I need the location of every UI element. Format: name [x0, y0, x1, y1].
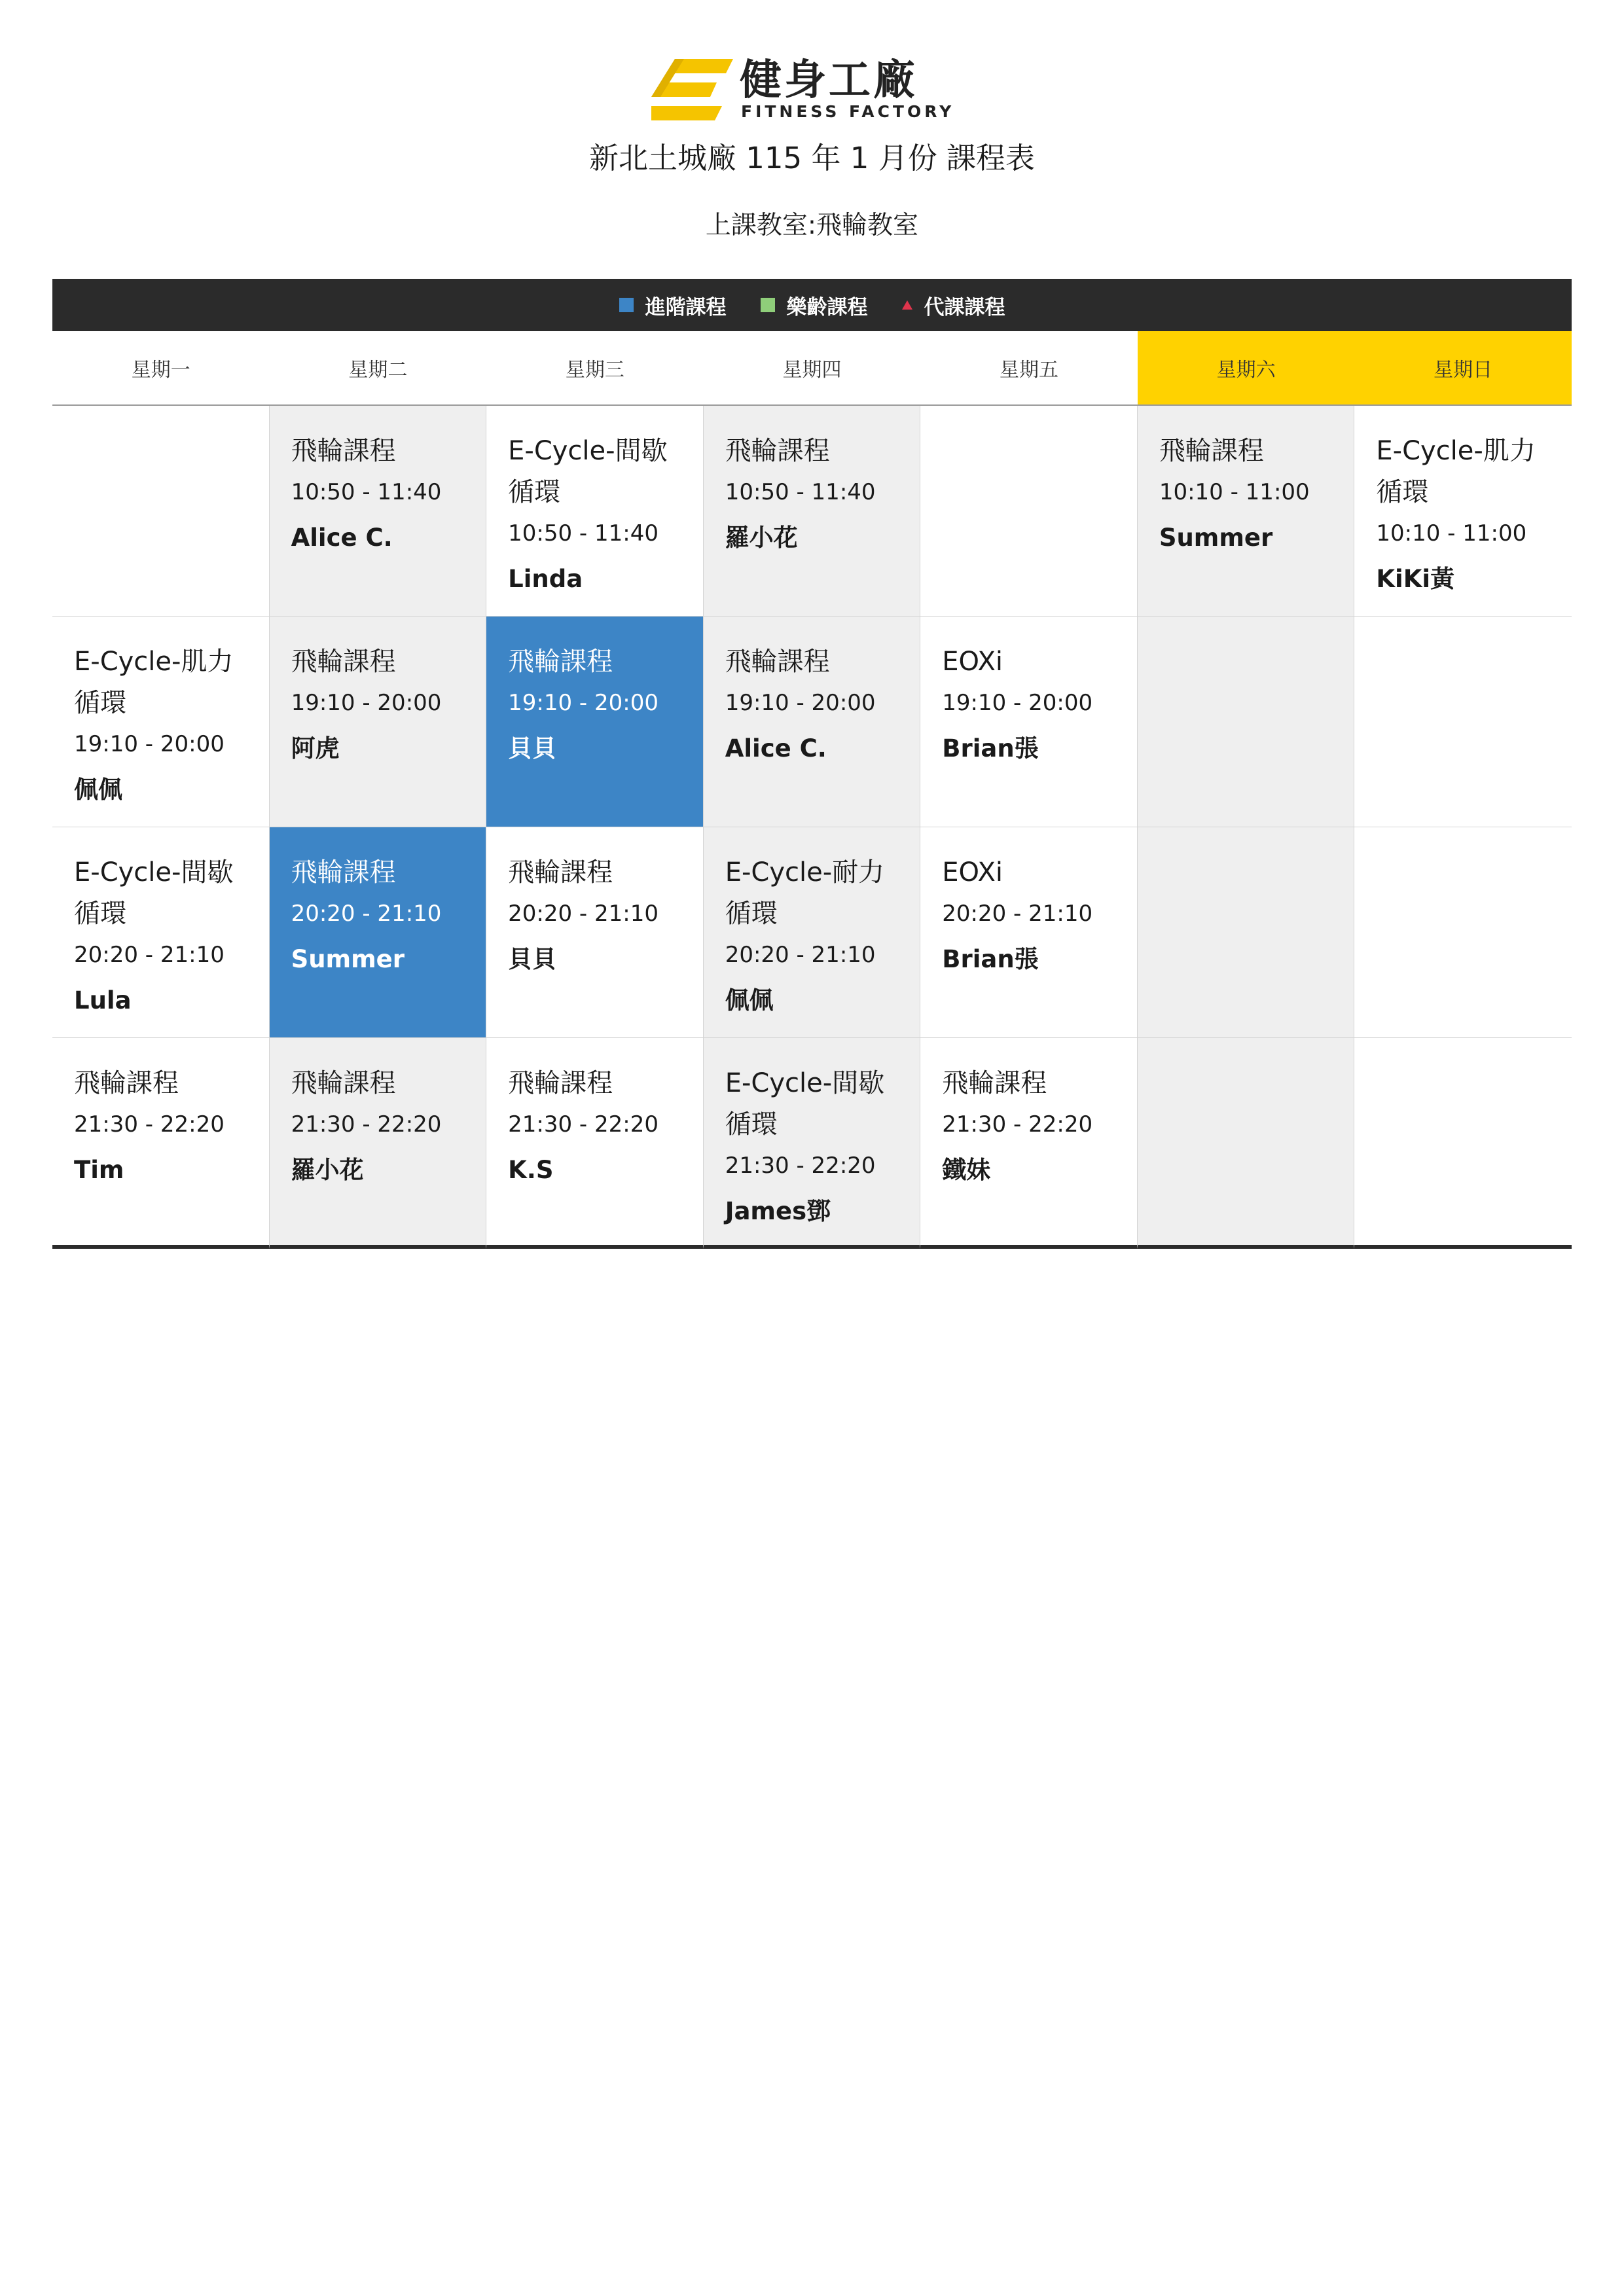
brand-name-cn: 健身工廠 [740, 56, 918, 105]
class-time: 21:30 - 22:20 [725, 1153, 876, 1179]
class-coach: KiKi黃 [1376, 565, 1455, 593]
class-time: 19:10 - 20:00 [942, 690, 1093, 716]
class-title: 飛輪課程 [942, 1068, 1047, 1098]
class-title: 飛輪課程 [291, 1068, 396, 1098]
class-slot [270, 827, 487, 1038]
class-time: 21:30 - 22:20 [508, 1111, 659, 1138]
class-title: E-Cycle-間歇循環 [725, 1068, 885, 1139]
class-time: 10:50 - 11:40 [508, 520, 659, 547]
class-time: 10:50 - 11:40 [725, 479, 876, 505]
class-title: 飛輪課程 [508, 647, 613, 677]
class-time: 10:10 - 11:00 [1159, 479, 1310, 505]
page-title: 新北土城廠 115 年 1 月份 課程表 [588, 141, 1036, 175]
class-time: 20:20 - 21:10 [508, 901, 659, 927]
class-slot [920, 617, 1138, 827]
class-title: E-Cycle-間歇循環 [508, 436, 668, 507]
class-coach: Brian張 [942, 945, 1039, 973]
class-title: 飛輪課程 [508, 857, 613, 888]
class-coach: James鄧 [725, 1197, 831, 1225]
class-title: 飛輪課程 [291, 857, 396, 888]
class-title: EOXi [942, 857, 1003, 888]
class-coach: Lula [74, 986, 132, 1014]
class-slot [270, 1038, 487, 1249]
empty-slot [1354, 1038, 1572, 1249]
class-coach: 佩佩 [74, 776, 122, 804]
class-slot [52, 1038, 270, 1249]
legend-label: 代課課程 [924, 295, 1005, 319]
blue-square-icon [619, 298, 634, 312]
empty-slot [1138, 617, 1355, 827]
class-title: 飛輪課程 [74, 1068, 179, 1098]
class-slot [486, 406, 704, 617]
day-header-sunday: 星期日 [1354, 331, 1572, 406]
legend-substitute [902, 291, 1005, 320]
schedule-table [52, 331, 1572, 1253]
class-title: E-Cycle-間歇循環 [74, 857, 234, 929]
class-time: 20:20 - 21:10 [725, 942, 876, 968]
class-title: EOXi [942, 647, 1003, 677]
legend-senior [761, 291, 868, 320]
legend-advanced [619, 291, 727, 320]
class-time: 20:20 - 21:10 [942, 901, 1093, 927]
empty-slot [1138, 827, 1355, 1038]
empty-slot [920, 406, 1138, 617]
class-coach: 羅小花 [725, 524, 798, 552]
class-coach: Summer [1159, 524, 1273, 552]
class-slot [270, 406, 487, 617]
class-slot [920, 1038, 1138, 1249]
class-slot [52, 617, 270, 827]
class-coach: 貝貝 [508, 945, 557, 973]
class-time: 21:30 - 22:20 [291, 1111, 442, 1138]
class-title: 飛輪課程 [1159, 436, 1264, 466]
red-triangle-icon [902, 300, 912, 310]
green-square-icon [761, 298, 775, 312]
class-time: 20:20 - 21:10 [291, 901, 442, 927]
class-time: 20:20 - 21:10 [74, 942, 225, 968]
class-coach: Summer [291, 945, 405, 973]
day-header-wednesday: 星期三 [486, 331, 704, 406]
class-time: 19:10 - 20:00 [508, 690, 659, 716]
class-slot [704, 617, 921, 827]
class-title: E-Cycle-肌力循環 [74, 647, 234, 718]
legend-bar [52, 279, 1572, 331]
class-coach: Alice C. [725, 734, 827, 762]
class-slot [920, 827, 1138, 1038]
empty-slot [1354, 827, 1572, 1038]
class-title: 飛輪課程 [725, 436, 830, 466]
class-slot [704, 827, 921, 1038]
brand-name-en: FITNESS FACTORY [741, 102, 955, 121]
day-header-monday: 星期一 [52, 331, 270, 406]
classroom-label: 上課教室:飛輪教室 [705, 211, 919, 240]
brand-logo [651, 56, 979, 124]
class-slot [486, 827, 704, 1038]
class-slot [52, 827, 270, 1038]
page-header [0, 0, 1624, 275]
fitness-factory-logo-icon [651, 59, 733, 121]
class-coach: 阿虎 [291, 734, 340, 762]
class-time: 19:10 - 20:00 [74, 731, 225, 757]
empty-slot [52, 406, 270, 617]
day-header-tuesday: 星期二 [270, 331, 487, 406]
class-time: 19:10 - 20:00 [725, 690, 876, 716]
class-title: E-Cycle-耐力循環 [725, 857, 885, 929]
class-slot [704, 1038, 921, 1249]
class-time: 19:10 - 20:00 [291, 690, 442, 716]
day-header-thursday: 星期四 [704, 331, 921, 406]
class-slot [270, 617, 487, 827]
class-coach: 羅小花 [291, 1156, 364, 1184]
legend-label: 樂齡課程 [786, 295, 868, 319]
day-header-friday: 星期五 [920, 331, 1138, 406]
class-title: 飛輪課程 [291, 436, 396, 466]
class-title: 飛輪課程 [725, 647, 830, 677]
legend-label: 進階課程 [645, 295, 727, 319]
empty-slot [1354, 617, 1572, 827]
class-coach: Alice C. [291, 524, 393, 552]
class-title: 飛輪課程 [291, 647, 396, 677]
class-time: 10:50 - 11:40 [291, 479, 442, 505]
class-time: 10:10 - 11:00 [1376, 520, 1527, 547]
class-coach: 鐵妹 [942, 1156, 991, 1184]
day-header-saturday: 星期六 [1138, 331, 1355, 406]
class-coach: Brian張 [942, 734, 1039, 762]
empty-slot [1138, 1038, 1355, 1249]
class-coach: K.S [508, 1156, 554, 1184]
class-title: 飛輪課程 [508, 1068, 613, 1098]
class-time: 21:30 - 22:20 [942, 1111, 1093, 1138]
class-slot [704, 406, 921, 617]
class-coach: Linda [508, 565, 583, 593]
class-coach: 貝貝 [508, 734, 557, 762]
class-slot [1354, 406, 1572, 617]
class-slot [1138, 406, 1355, 617]
class-coach: Tim [74, 1156, 124, 1184]
class-title: E-Cycle-肌力循環 [1376, 436, 1536, 507]
class-slot [486, 617, 704, 827]
class-slot [486, 1038, 704, 1249]
class-time: 21:30 - 22:20 [74, 1111, 225, 1138]
class-coach: 佩佩 [725, 986, 774, 1014]
